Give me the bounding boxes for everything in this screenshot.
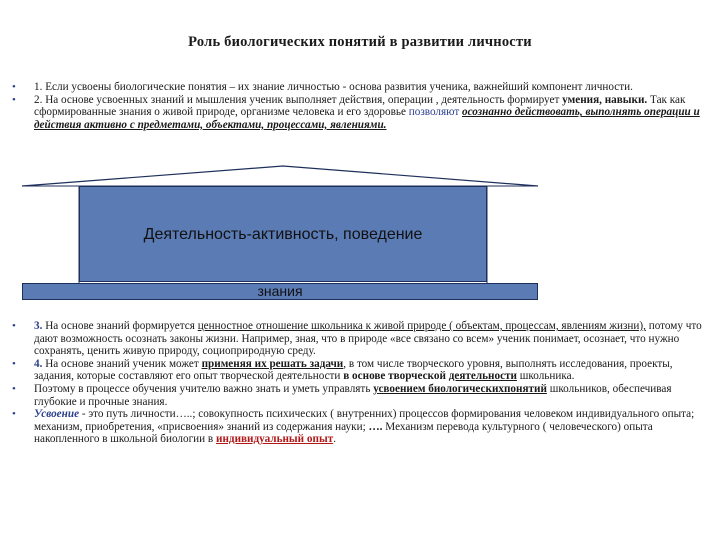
- point-4-solve-tasks: применяя их решать задачи: [201, 357, 344, 370]
- point-3-number: 3.: [34, 320, 43, 332]
- point-4-text-c: , в том числе творческого уровня, выполнять исследования, проекты, задания, которые составляют его опыт творческой деятельности: [34, 357, 673, 383]
- point-4-creative-basis: в основе творческой: [343, 370, 446, 383]
- point-4-activity: деятельности: [448, 370, 517, 383]
- point-2-allow: позволяют: [408, 106, 463, 119]
- bullet-point-1: [12, 81, 712, 94]
- point-6-text-d: Механизм перевода культурного ( человеческого) опыта накопленного в школьной биологии в: [34, 420, 653, 446]
- point-4-text-f: школьника.: [516, 370, 575, 383]
- bullet-point-3: [12, 320, 712, 358]
- bullet-point-5: [12, 383, 712, 408]
- bullet-point-6: [12, 408, 712, 446]
- point-4-text-a: На основе знаний ученик может: [42, 357, 202, 370]
- point-3-text-a: На основе знаний формируется: [42, 320, 198, 332]
- point-4-number: 4.: [34, 357, 43, 370]
- point-5-mastery: усвоением биологическихпонятий: [373, 382, 547, 395]
- point-6-text-f: .: [333, 433, 336, 446]
- point-2-text-c: Так как сформированные знания о живой природе, организме человека и его здоровье: [34, 93, 686, 119]
- point-5-text-a: Поэтому в процессе обучения учителю важно знать и уметь управлять: [34, 382, 374, 395]
- bullet-point-2: [12, 94, 712, 132]
- point-5-text-c: школьников, обеспечивая глубокие и прочные знания.: [34, 382, 672, 408]
- slide-title: Роль биологических понятий в развитии личности: [188, 34, 532, 50]
- top-bullet-list: [12, 81, 712, 131]
- activity-box-label: Деятельность-активность, поведение: [143, 226, 423, 243]
- bottom-bullet-list: [12, 320, 712, 446]
- knowledge-base-label: знания: [257, 283, 303, 299]
- bullet-point-4: [12, 358, 712, 383]
- point-6-ellipsis: ….: [368, 420, 383, 433]
- point-1-text: 1. Если усвоены биологические понятия – их знание личностью - основа развития ученика, важнейший компонент личности.: [34, 81, 633, 93]
- point-2-text-a: 2. На основе усвоенных знаний и мышления ученик выполняет действия, операции , деятельность формирует: [34, 93, 563, 106]
- point-2-conscious-action: осознанно действовать, выполнять операции и действия активно с предметами, объектами, процессами, явлениями.: [34, 106, 700, 131]
- point-6-individual-experience: индивидуальный опыт: [216, 433, 334, 446]
- roof-outline: [22, 166, 538, 186]
- point-6-term: Усвоение: [34, 408, 80, 421]
- point-3-value-attitude: ценностное отношение школьника к живой природе ( объектам, процессам, явлениям жизни),: [197, 320, 646, 332]
- point-3-text-c: потому что дают возможность осознать законы жизни. Например, зная, что в природе «все связано со всем» ученик понимает, осознает, что нужно сохранять, ценить живую природу, социоприродную среду.: [34, 320, 702, 358]
- point-2-skills: умения, навыки.: [562, 93, 648, 106]
- point-6-text-b: - это путь личности…..; совокупность психических ( внутренних) процессов формирования человеком индивидуального опыта; механизм, приобретения, «присвоения» знаний из содержания науки;: [34, 408, 695, 433]
